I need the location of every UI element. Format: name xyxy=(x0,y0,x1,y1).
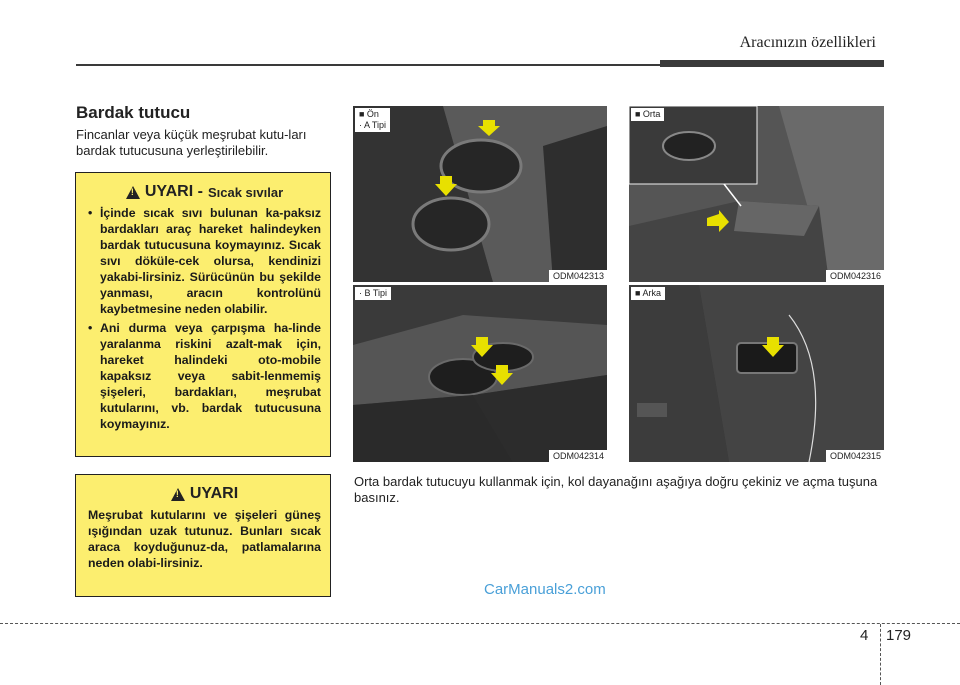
header-rule-accent xyxy=(660,60,884,67)
instruction-text: Orta bardak tutucuyu kullanmak için, kol dayanağını aşağıya doğru çekiniz ve açma tuşuna basınız. xyxy=(354,474,878,505)
warning-bullet-text: Ani durma veya çarpışma ha-linde yaralanma riskini azalt-mak için, hareket halindeki oto-mobile kapaksız veya sabit-lenmemiş şişeleri, bardakları, meşrubat kutularını, vb. bardak tutucusuna koymayınız. xyxy=(100,321,321,431)
label-type: · A Tipi xyxy=(359,120,387,130)
warning-bullet-text: İçinde sıcak sıvı bulunan ka-paksız bardakları araç hareket halindeyken bardak tutucusuna koymayınız. Sıcak sıvı döküle-cek olursa, kendinizi yakabi-lirsiniz. Sürücünün bu şekilde yanması, aracın kontrolünü kaybetmesine neden olabilir. xyxy=(100,206,321,316)
photo-front-cup-holder-type-a xyxy=(353,106,607,282)
warning-bullet xyxy=(88,320,321,432)
warning-subtitle: Sıcak sıvılar xyxy=(207,184,284,200)
warning-heading xyxy=(88,183,321,201)
photo-code: ODM042314 xyxy=(549,450,607,462)
photo-code: ODM042315 xyxy=(826,450,884,462)
bullet-dot: • xyxy=(88,321,93,335)
section-title: Bardak tutucu xyxy=(76,103,191,122)
photo-rear-cup-holder xyxy=(629,285,884,462)
header-rule xyxy=(76,64,660,66)
photo-label-rear xyxy=(631,287,665,300)
footer-rule xyxy=(0,623,960,624)
photo-middle-cup-holder xyxy=(629,106,884,282)
front-cup-holder-illustration xyxy=(353,106,607,282)
warning-box-hot-liquids xyxy=(75,172,331,457)
warning-bullet xyxy=(88,205,321,317)
warning-triangle-icon xyxy=(126,186,140,199)
warning-text: Meşrubat kutularını ve şişeleri güneş ışığından uzak tutunuz. Bunları sıcak araca koyduğunuz-da, patlamalarına neden olabi-lirsiniz. xyxy=(88,508,321,570)
photo-label-middle xyxy=(631,108,664,121)
label-location: ■ Arka xyxy=(635,288,661,298)
warning-triangle-icon xyxy=(171,488,185,501)
label-location: ■ Ön xyxy=(359,109,379,119)
label-type: · B Tipi xyxy=(359,288,388,298)
middle-cup-holder-illustration xyxy=(629,106,884,282)
photo-code: ODM042313 xyxy=(549,270,607,282)
warning-box-sunlight xyxy=(75,474,331,597)
bullet-dot: • xyxy=(88,206,93,220)
photo-front-cup-holder-type-b xyxy=(353,285,607,462)
label-location: ■ Orta xyxy=(635,109,661,119)
watermark: CarManuals2.com xyxy=(484,581,606,598)
front-cup-holder-b-illustration xyxy=(353,285,607,462)
photo-label-b xyxy=(355,287,391,300)
header-title: Aracınızın özellikleri xyxy=(739,34,876,51)
page-number: 179 xyxy=(886,627,912,644)
photo-code: ODM042316 xyxy=(826,270,884,282)
warning-title: UYARI - xyxy=(144,183,203,200)
photo-label-front xyxy=(355,108,390,132)
footer-divider xyxy=(880,624,881,685)
intro-text: Fincanlar veya küçük meşrubat kutu-ları bardak tutucusuna yerleştirilebilir. xyxy=(76,127,307,158)
rear-cup-holder-illustration xyxy=(629,285,884,462)
warning-title: UYARI xyxy=(189,485,239,502)
warning-heading xyxy=(88,485,321,503)
section-number: 4 xyxy=(860,627,869,644)
